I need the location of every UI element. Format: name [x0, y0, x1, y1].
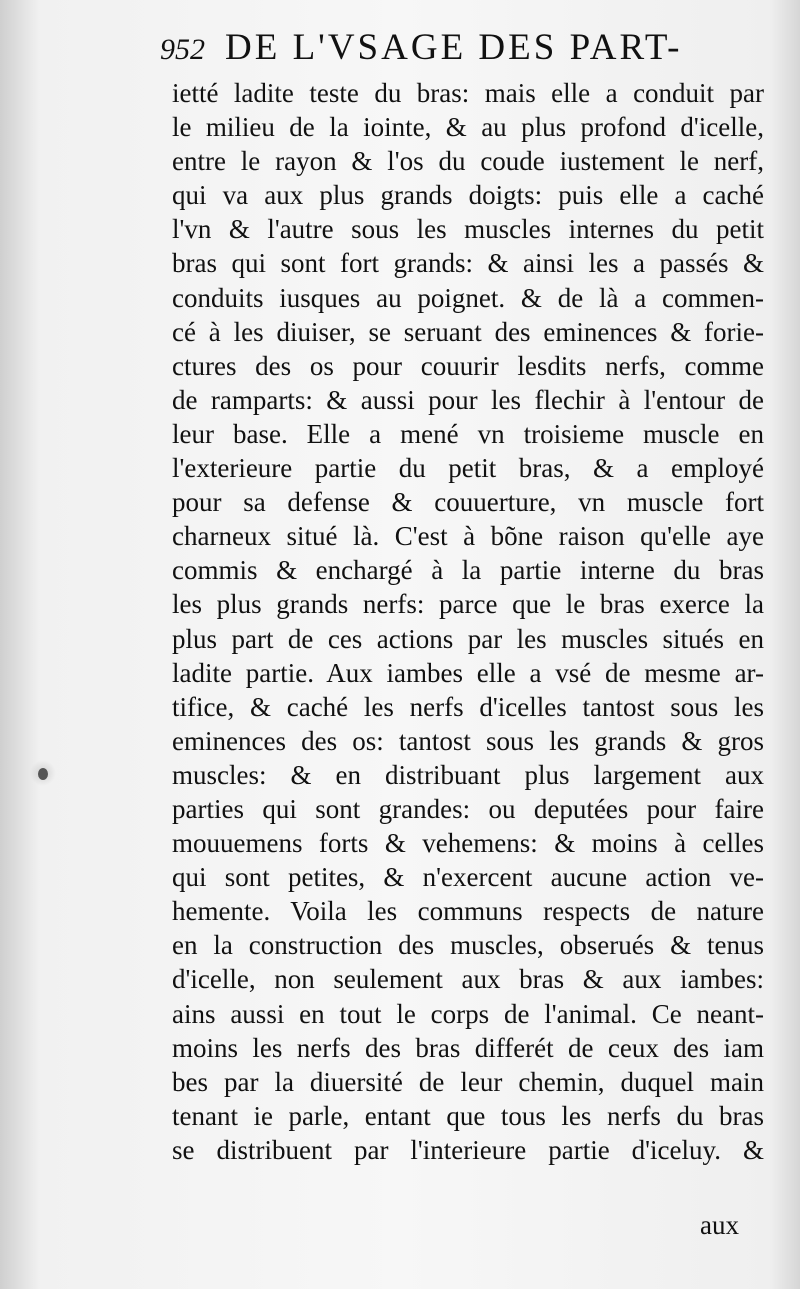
margin-ink-spot	[38, 768, 48, 780]
text-line: qui sont petites, & n'exercent aucune action ve-	[172, 862, 764, 893]
text-line: moins les nerfs des bras differét de ceux des iam	[172, 1032, 764, 1063]
text-line: conduits iusques au poignet. & de là a commen-	[172, 282, 764, 313]
text-line: parties qui sont grandes: ou deputées pour faire	[172, 793, 764, 824]
text-line: bras qui sont fort grands: & ainsi les a passés &	[172, 248, 764, 279]
text-line: se distribuent par l'interieure partie d'iceluy. &	[172, 1134, 764, 1165]
text-line: tenant ie parle, entant que tous les nerfs du bras	[172, 1100, 764, 1131]
text-line: d'icelle, non seulement aux bras & aux iambes:	[172, 964, 764, 995]
text-line: eminences des os: tantost sous les grands & gros	[172, 725, 764, 756]
text-line: l'exterieure partie du petit bras, & a employé	[172, 453, 764, 484]
text-line: en la construction des muscles, obserués & tenus	[172, 930, 764, 961]
page-header	[160, 26, 760, 78]
text-line: commis & enchargé à la partie interne du bras	[172, 555, 764, 586]
text-line: ctures des os pour couurir lesdits nerfs, comme	[172, 350, 764, 381]
text-line: les plus grands nerfs: parce que le bras exerce la	[172, 589, 764, 620]
text-line: le milieu de la iointe, & au plus profond d'icelle,	[172, 112, 764, 143]
text-line: bes par la diuersité de leur chemin, duquel main	[172, 1066, 764, 1097]
text-line: plus part de ces actions par les muscles situés en	[172, 623, 764, 654]
body-text	[172, 76, 764, 1167]
text-line: l'vn & l'autre sous les muscles internes du petit	[172, 214, 764, 245]
catchword: aux	[700, 1210, 739, 1240]
text-line: mouuemens forts & vehemens: & moins à celles	[172, 828, 764, 859]
text-line: ains aussi en tout le corps de l'animal. Ce neant-	[172, 998, 764, 1029]
text-line: muscles: & en distribuant plus largement aux	[172, 759, 764, 790]
text-line: leur base. Elle a mené vn troisieme muscle en	[172, 418, 764, 449]
running-head: DE L'VSAGE DES PART-	[225, 27, 683, 68]
text-line: ladite partie. Aux iambes elle a vsé de mesme ar-	[172, 657, 764, 688]
text-line: hemente. Voila les communs respects de nature	[172, 896, 764, 927]
text-line: pour sa defense & couuerture, vn muscle fort	[172, 487, 764, 518]
text-line: tifice, & caché les nerfs d'icelles tantost sous les	[172, 691, 764, 722]
text-line: de ramparts: & aussi pour les flechir à l'entour de	[172, 384, 764, 415]
page-number: 952	[160, 33, 205, 66]
text-line: qui va aux plus grands doigts: puis elle a caché	[172, 180, 764, 211]
text-line: ietté ladite teste du bras: mais elle a conduit par	[172, 78, 764, 108]
text-line: cé à les diuiser, se seruant des eminences & forie-	[172, 316, 764, 347]
text-line: entre le rayon & l'os du coude iustement le nerf,	[172, 146, 764, 177]
text-line: charneux situé là. C'est à bõne raison qu'elle aye	[172, 521, 764, 552]
